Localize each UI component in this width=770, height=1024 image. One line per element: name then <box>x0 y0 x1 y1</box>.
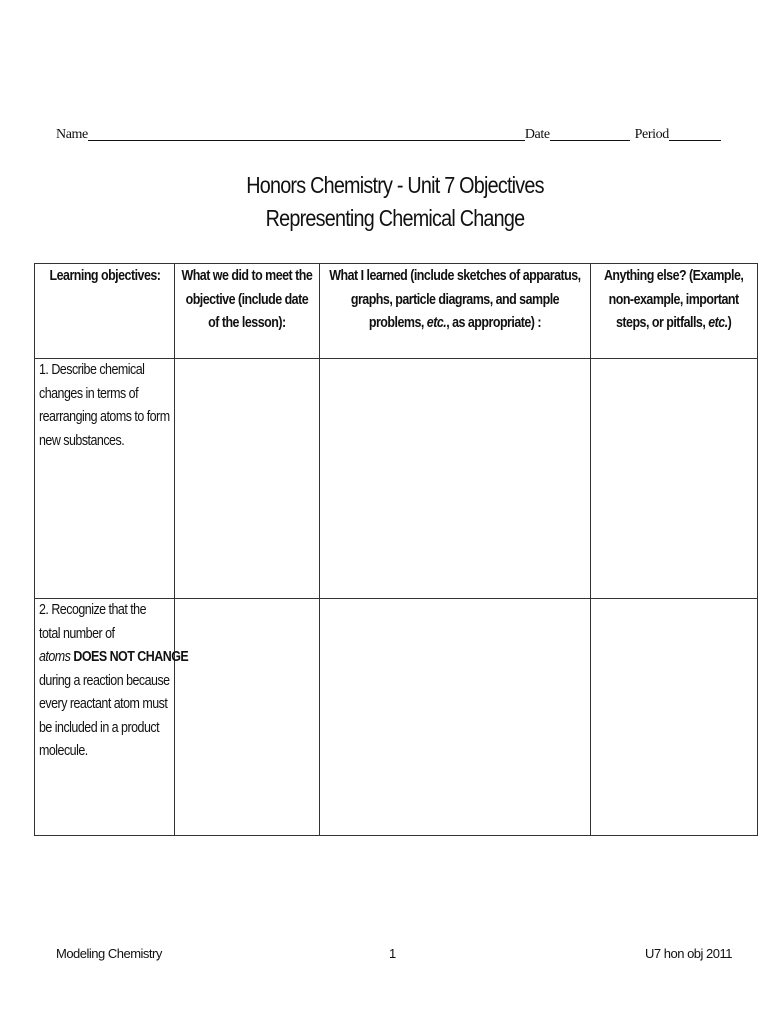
objective-2-what-i-learned-cell[interactable] <box>320 599 591 836</box>
document-subtitle: Representing Chemical Change <box>265 205 525 231</box>
date-blank-line[interactable] <box>550 126 630 141</box>
objective-2-cell: 2. Recognize that the total number of atoms DOES NOT CHANGE during a reaction because every reactant atom must be included in a product molecule. <box>35 599 175 836</box>
objectives-table <box>34 263 758 836</box>
period-label: Period <box>634 127 669 142</box>
objective-2-what-we-did-cell[interactable] <box>175 599 320 836</box>
objective-2-anything-else-cell[interactable] <box>591 599 758 836</box>
table-row <box>35 359 758 599</box>
header-learning-objectives: Learning objectives: <box>35 264 175 359</box>
footer-left: Modeling Chemistry <box>56 946 162 961</box>
table-row <box>35 599 758 836</box>
table-header-row <box>35 264 758 359</box>
objective-1-what-i-learned-cell[interactable] <box>320 359 591 599</box>
objective-1-what-we-did-cell[interactable] <box>175 359 320 599</box>
header-what-we-did: What we did to meet the objective (include date of the lesson): <box>175 264 320 359</box>
page-number: 1 <box>389 946 396 961</box>
period-blank-line[interactable] <box>669 126 721 141</box>
name-date-period-row <box>56 122 726 144</box>
objective-1-cell: 1. Describe chemical changes in terms of rearranging atoms to form new substances. <box>35 359 175 599</box>
name-label: Name <box>56 127 88 142</box>
footer-right: U7 hon obj 2011 <box>645 946 732 961</box>
date-label: Date <box>524 127 550 142</box>
document-title: Honors Chemistry - Unit 7 Objectives <box>246 172 544 198</box>
header-anything-else: Anything else? (Example, non-example, important steps, or pitfalls, etc.) <box>591 264 758 359</box>
name-blank-line[interactable] <box>88 126 525 141</box>
header-what-i-learned: What I learned (include sketches of apparatus, graphs, particle diagrams, and sample problems, etc., as appropriate) : <box>320 264 591 359</box>
objective-1-anything-else-cell[interactable] <box>591 359 758 599</box>
